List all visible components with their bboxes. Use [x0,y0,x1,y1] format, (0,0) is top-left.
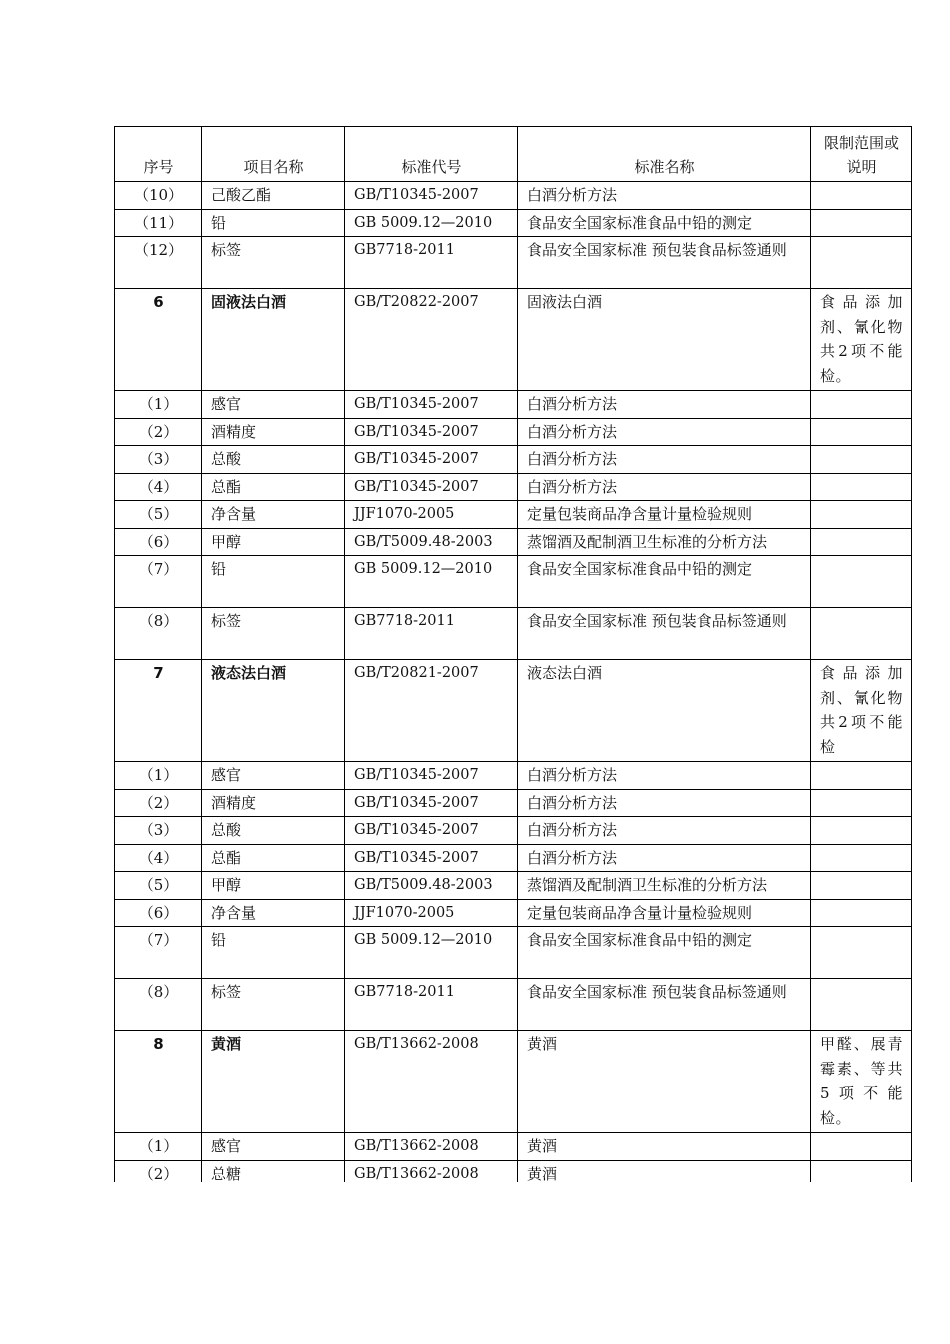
row-note [811,1133,912,1161]
row-item-name: 己酸乙酯 [202,182,345,210]
row-item-name: 甲醇 [202,872,345,900]
row-note: 食品添加剂、氰化物共2项不能检。 [811,289,912,391]
table-row [115,528,912,556]
row-seq: （8） [115,979,202,1031]
row-standard-name: 白酒分析方法 [518,391,811,419]
row-standard-name: 定量包装商品净含量计量检验规则 [518,501,811,529]
row-standard-code: GB/T10345-2007 [345,762,518,790]
table-row [115,237,912,289]
row-note [811,789,912,817]
row-standard-name: 食品安全国家标准 预包装食品标签通则 [518,608,811,660]
row-note [811,209,912,237]
row-item-name: 总酸 [202,446,345,474]
table-group-row [115,289,912,391]
table-row [115,209,912,237]
row-standard-code: GB7718-2011 [345,608,518,660]
table-row [115,817,912,845]
standards-table [114,126,912,1188]
row-standard-code: GB/T10345-2007 [345,844,518,872]
row-item-name: 标签 [202,608,345,660]
table-row [115,446,912,474]
row-note [811,899,912,927]
row-standard-code: GB/T13662-2008 [345,1133,518,1161]
row-standard-name: 白酒分析方法 [518,789,811,817]
row-seq: （3） [115,446,202,474]
row-standard-code: GB/T13662-2008 [345,1160,518,1188]
table-row [115,762,912,790]
row-item-name: 铅 [202,556,345,608]
row-standard-name: 食品安全国家标准 预包装食品标签通则 [518,979,811,1031]
row-item-name: 总酸 [202,817,345,845]
row-standard-name: 白酒分析方法 [518,762,811,790]
row-standard-code: GB/T10345-2007 [345,817,518,845]
row-seq: （4） [115,844,202,872]
row-seq: （1） [115,1133,202,1161]
row-standard-name: 白酒分析方法 [518,446,811,474]
row-standard-code: GB/T13662-2008 [345,1031,518,1133]
row-note [811,817,912,845]
row-item-name: 酒精度 [202,789,345,817]
row-item-name: 净含量 [202,899,345,927]
table-group-row [115,1031,912,1133]
row-standard-name: 白酒分析方法 [518,473,811,501]
header-standard-name: 标准名称 [518,127,811,182]
table-row [115,789,912,817]
row-item-name: 感官 [202,391,345,419]
page-bottom-margin [0,1182,950,1344]
row-item-name: 铅 [202,927,345,979]
row-standard-name: 黄酒 [518,1031,811,1133]
row-note [811,979,912,1031]
row-standard-name: 黄酒 [518,1160,811,1188]
row-standard-code: GB7718-2011 [345,237,518,289]
row-standard-code: GB/T10345-2007 [345,446,518,474]
table-row [115,556,912,608]
header-standard-code: 标准代号 [345,127,518,182]
row-standard-name: 定量包装商品净含量计量检验规则 [518,899,811,927]
table-row [115,473,912,501]
row-standard-name: 食品安全国家标准 预包装食品标签通则 [518,237,811,289]
row-seq: （8） [115,608,202,660]
row-seq: （7） [115,556,202,608]
row-standard-code: GB/T10345-2007 [345,473,518,501]
row-standard-code: GB/T10345-2007 [345,182,518,210]
row-standard-code: GB 5009.12—2010 [345,556,518,608]
header-item-name: 项目名称 [202,127,345,182]
row-note [811,391,912,419]
row-item-name: 感官 [202,762,345,790]
row-item-name: 液态法白酒 [202,660,345,762]
row-standard-name: 蒸馏酒及配制酒卫生标准的分析方法 [518,872,811,900]
row-standard-code: GB/T5009.48-2003 [345,528,518,556]
row-seq: （7） [115,927,202,979]
row-standard-code: GB/T20822-2007 [345,289,518,391]
row-seq: 6 [115,289,202,391]
row-note [811,418,912,446]
row-item-name: 净含量 [202,501,345,529]
table-header-row [115,127,912,182]
table-row [115,608,912,660]
row-standard-code: JJF1070-2005 [345,501,518,529]
row-note [811,501,912,529]
row-seq: （3） [115,817,202,845]
row-note: 甲醛、展青霉素、等共5项不能检。 [811,1031,912,1133]
table-row [115,899,912,927]
row-standard-name: 固液法白酒 [518,289,811,391]
row-seq: （11） [115,209,202,237]
row-standard-code: GB/T20821-2007 [345,660,518,762]
row-note [811,927,912,979]
row-standard-name: 蒸馏酒及配制酒卫生标准的分析方法 [518,528,811,556]
row-note [811,762,912,790]
row-seq: （2） [115,418,202,446]
table-row [115,979,912,1031]
row-standard-name: 液态法白酒 [518,660,811,762]
row-item-name: 酒精度 [202,418,345,446]
row-note [811,182,912,210]
row-standard-name: 白酒分析方法 [518,418,811,446]
row-item-name: 总糖 [202,1160,345,1188]
row-seq: （5） [115,872,202,900]
row-standard-code: GB/T10345-2007 [345,391,518,419]
row-seq: （10） [115,182,202,210]
row-item-name: 总酯 [202,844,345,872]
row-note [811,608,912,660]
row-item-name: 标签 [202,237,345,289]
row-note [811,556,912,608]
row-item-name: 总酯 [202,473,345,501]
table-row [115,182,912,210]
row-standard-name: 白酒分析方法 [518,844,811,872]
table-row [115,501,912,529]
table-row [115,391,912,419]
header-seq: 序号 [115,127,202,182]
row-note [811,872,912,900]
row-seq: （12） [115,237,202,289]
row-standard-code: GB 5009.12—2010 [345,209,518,237]
row-seq: （1） [115,762,202,790]
header-note: 限制范围或说明 [811,127,912,182]
row-seq: （6） [115,528,202,556]
row-seq: （1） [115,391,202,419]
table-row [115,872,912,900]
table-body [115,182,912,1188]
row-note [811,473,912,501]
row-seq: （2） [115,789,202,817]
row-note: 食品添加剂、氰化物共2项不能检 [811,660,912,762]
row-standard-code: GB 5009.12—2010 [345,927,518,979]
row-standard-code: GB7718-2011 [345,979,518,1031]
row-note [811,844,912,872]
row-standard-name: 食品安全国家标准食品中铅的测定 [518,209,811,237]
row-standard-name: 白酒分析方法 [518,817,811,845]
row-seq: 7 [115,660,202,762]
row-seq: （4） [115,473,202,501]
table-row [115,1133,912,1161]
row-seq: （5） [115,501,202,529]
row-standard-code: JJF1070-2005 [345,899,518,927]
row-standard-name: 白酒分析方法 [518,182,811,210]
row-item-name: 标签 [202,979,345,1031]
table-row [115,844,912,872]
table-group-row [115,660,912,762]
row-item-name: 甲醇 [202,528,345,556]
row-note [811,237,912,289]
row-item-name: 黄酒 [202,1031,345,1133]
row-standard-name: 食品安全国家标准食品中铅的测定 [518,927,811,979]
row-note [811,446,912,474]
row-standard-name: 食品安全国家标准食品中铅的测定 [518,556,811,608]
row-standard-code: GB/T5009.48-2003 [345,872,518,900]
table-row [115,927,912,979]
row-standard-code: GB/T10345-2007 [345,789,518,817]
row-note [811,528,912,556]
row-item-name: 铅 [202,209,345,237]
row-item-name: 感官 [202,1133,345,1161]
row-standard-name: 黄酒 [518,1133,811,1161]
row-seq: （2） [115,1160,202,1188]
row-seq: 8 [115,1031,202,1133]
table-row [115,418,912,446]
row-standard-code: GB/T10345-2007 [345,418,518,446]
row-item-name: 固液法白酒 [202,289,345,391]
row-seq: （6） [115,899,202,927]
